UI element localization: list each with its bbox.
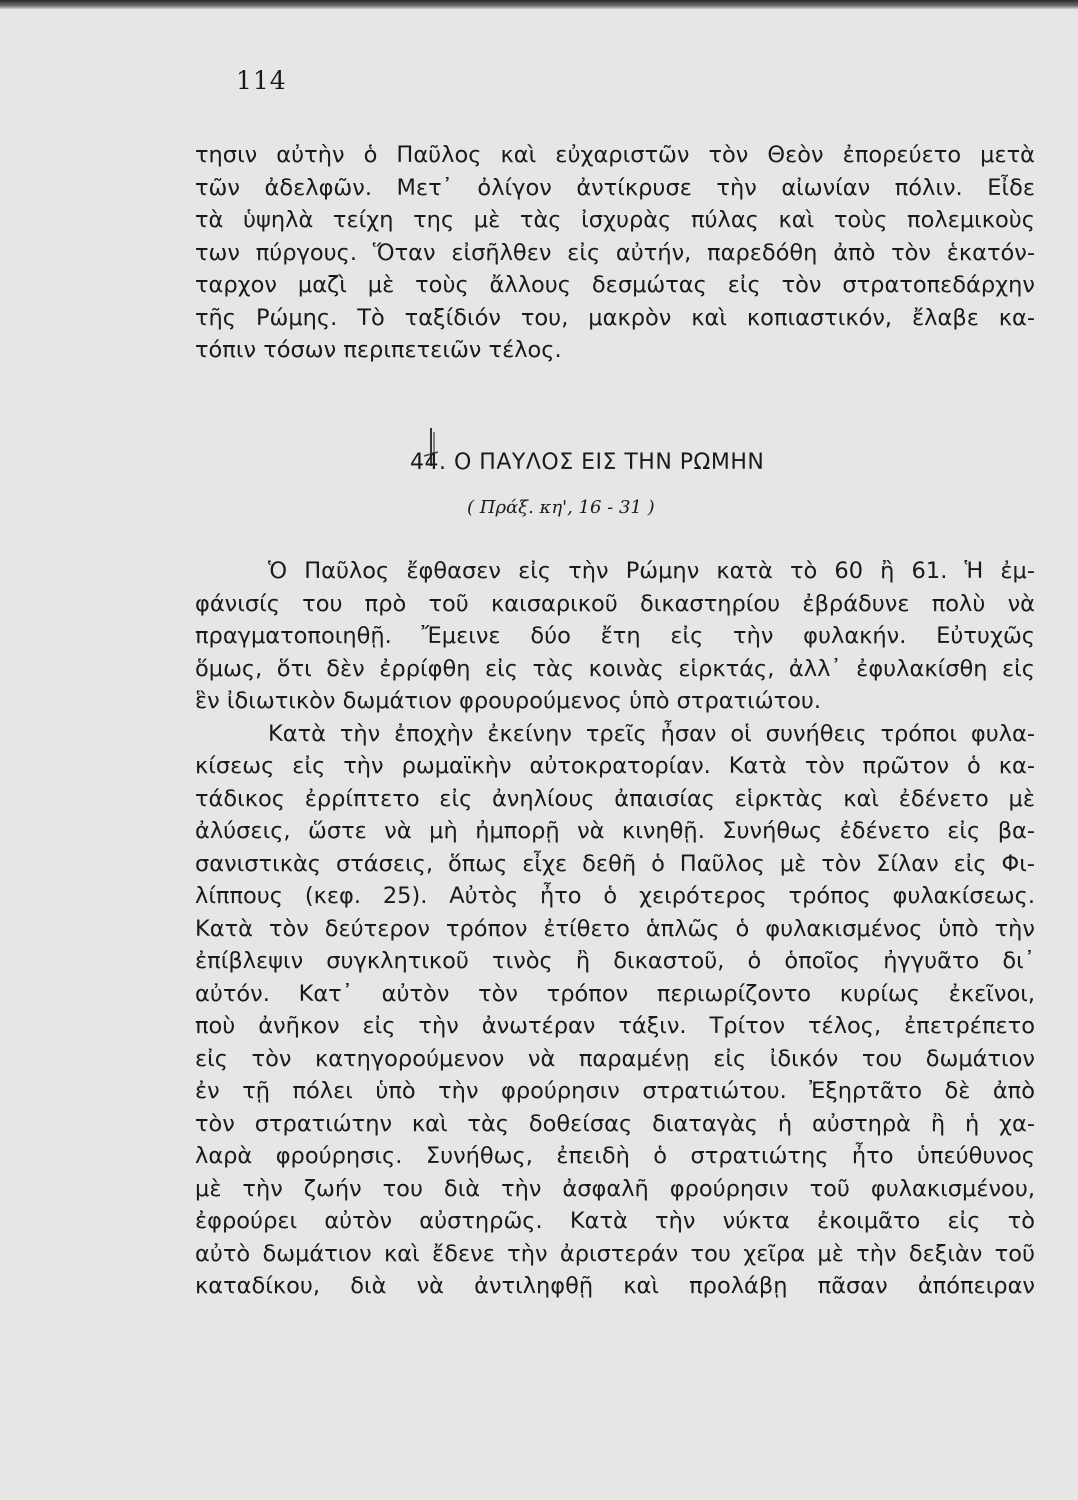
text-line: φάνισίς του πρὸ τοῦ καισαρικοῦ δικαστηρίου ἐβράδυνε πολὺ νὰ [195,590,1035,617]
text-line: αὐτὸ δωμάτιον καὶ ἔδενε τὴν ἀριστεράν του χεῖρα μὲ τὴν δεξιὰν τοῦ [195,1240,1035,1267]
text-line: των πύργους. Ὅταν εἰσῆλθεν εἰς αὐτήν, παρεδόθη ἀπὸ τὸν ἑκατόν- [195,239,1035,266]
section-heading: 44. Ο ΠΑΥΛΟΣ ΕΙΣ ΤΗΝ ΡΩΜΗΝ [410,450,765,475]
text-line: τόπιν τόσων περιπετειῶν τέλος. [195,337,562,363]
text-line: εἰς τὸν κατηγορούμενον νὰ παραμένῃ εἰς ἰδικόν του δωμάτιον [195,1045,1035,1072]
text-line: κίσεως εἰς τὴν ρωμαϊκὴν αὐτοκρατορίαν. Κατὰ τὸν πρῶτον ὁ κα- [195,753,1035,779]
text-line: πραγματοποιηθῇ. Ἔμεινε δύο ἔτη εἰς τὴν φυλακήν. Εὐτυχῶς [195,623,1035,649]
paragraph-1 [195,139,1035,367]
text-line: τάδικος ἐρρίπτετο εἰς ἀνηλίους ἀπαισίας εἱρκτὰς καὶ ἐδένετο μὲ [195,785,1035,812]
page-number: 114 [236,66,287,95]
text-line: ἐπίβλεψιν συγκλητικοῦ τινὸς ἢ δικαστοῦ, ὁ ὁποῖος ἠγγυᾶτο δι᾽ [195,948,1035,974]
text-line: αὐτόν. Κατ᾽ αὐτὸν τὸν τρόπον περιωρίζοντο κυρίως ἐκεῖνοι, [195,980,1035,1007]
text-line: σανιστικὰς στάσεις, ὅπως εἶχε δεθῆ ὁ Παῦλος μὲ τὸν Σίλαν εἰς Φι- [195,850,1035,877]
text-line: τὰ ὑψηλὰ τείχη της μὲ τὰς ἰσχυρὰς πύλας καὶ τοὺς πολεμικοὺς [195,207,1035,233]
scripture-reference: ( Πράξ. κη', 16 - 31 ) [467,497,655,518]
text-line: ἓν ἰδιωτικὸν δωμάτιον φρουρούμενος ὑπὸ στρατιώτου. [195,688,822,714]
text-line: καταδίκου, διὰ νὰ ἀντιληφθῇ καὶ προλάβῃ πᾶσαν ἀπόπειραν [195,1273,1035,1299]
text-line: ὅμως, ὅτι δὲν ἐρρίφθη εἰς τὰς κοινὰς εἱρκτάς, ἀλλ᾽ ἐφυλακίσθη εἰς [195,655,1035,682]
text-line: τὸν στρατιώτην καὶ τὰς δοθείσας διαταγὰς ἡ αὐστηρὰ ἢ ἡ χα- [195,1110,1035,1137]
text-line: τῶν ἀδελφῶν. Μετ᾽ ὀλίγον ἀντίκρυσε τὴν αἰωνίαν πόλιν. Εἶδε [195,174,1035,201]
text-line: Κατὰ τὴν ἐποχὴν ἐκείνην τρεῖς ἦσαν οἱ συνήθεις τρόποι φυλα- [268,720,1035,747]
text-line: λίππους (κεφ. 25). Αὐτὸς ἦτο ὁ χειρότερος τρόπος φυλακίσεως. [195,883,1035,909]
paragraph-2 [195,555,1035,1303]
text-line: Ὁ Παῦλος ἔφθασεν εἰς τὴν Ρώμην κατὰ τὸ 60 ἢ 61. Ἡ ἐμ- [268,558,1035,584]
text-line: ἐν τῇ πόλει ὑπὸ τὴν φρούρησιν στρατιώτου. Ἐξηρτᾶτο δὲ ἀπὸ [195,1078,1035,1104]
text-line: τησιν αὐτὴν ὁ Παῦλος καὶ εὐχαριστῶν τὸν Θεὸν ἐπορεύετο μετὰ [195,142,1035,168]
text-line: λαρὰ φρούρησις. Συνήθως, ἐπειδὴ ὁ στρατιώτης ἦτο ὑπεύθυνος [195,1143,1035,1169]
text-line: μὲ τὴν ζωήν του διὰ τὴν ἀσφαλῆ φρούρησιν τοῦ φυλακισμένου, [195,1175,1035,1202]
text-line: ποὺ ἀνῆκον εἰς τὴν ἀνωτέραν τάξιν. Τρίτον τέλος, ἐπετρέπετο [195,1013,1035,1039]
text-line: ἀλύσεις, ὥστε νὰ μὴ ἠμπορῇ νὰ κινηθῇ. Συνήθως ἐδένετο εἰς βα- [195,818,1035,844]
text-line: ταρχον μαζὶ μὲ τοὺς ἄλλους δεσμώτας εἰς τὸν στρατοπεδάρχην [195,272,1035,298]
text-line: τῆς Ρώμης. Τὸ ταξίδιόν του, μακρὸν καὶ κοπιαστικόν, ἔλαβε κα- [195,304,1035,331]
text-line: Κατὰ τὸν δεύτερον τρόπον ἐτίθετο ἁπλῶς ὁ φυλακισμένος ὑπὸ τὴν [195,915,1035,942]
scan-top-edge [0,0,1078,9]
text-line: ἐφρούρει αὐτὸν αὐστηρῶς. Κατὰ τὴν νύκτα ἐκοιμᾶτο εἰς τὸ [195,1208,1035,1234]
